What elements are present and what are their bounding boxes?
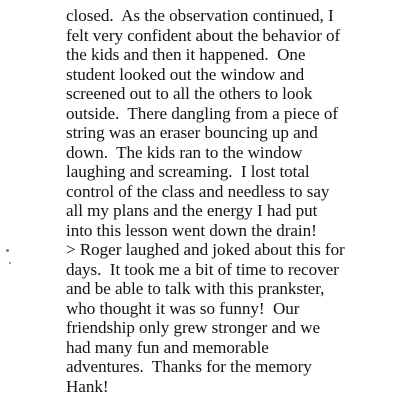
text-line: into this lesson went down the drain! <box>66 220 317 240</box>
text-line: days. It took me a bit of time to recover <box>66 259 339 279</box>
text-line: laughing and screaming. I lost total <box>66 162 310 181</box>
text-line: closed. As the observation continued, I <box>66 6 334 25</box>
text-line: adventures. Thanks for the memory <box>66 357 312 376</box>
text-line: all my plans and the energy I had put <box>66 201 318 220</box>
scan-speck <box>9 262 11 264</box>
text-line: and be able to talk with this prankster, <box>66 279 325 298</box>
text-line: control of the class and needless to say <box>66 181 330 201</box>
text-line: > Roger laughed and joked about this for <box>66 240 345 259</box>
text-line: who thought it was so funny! Our <box>66 298 300 318</box>
text-line: Hank! <box>66 376 109 396</box>
text-line: friendship only grew stronger and we <box>66 318 321 337</box>
text-line: the kids and then it happened. One <box>66 45 306 64</box>
text-line: had many fun and memorable <box>66 337 269 357</box>
text-line: down. The kids ran to the window <box>66 142 303 162</box>
text-line: screened out to all the others to look <box>66 84 313 103</box>
text-line: felt very confident about the behavior of <box>66 25 341 45</box>
text-line: outside. There dangling from a piece of <box>66 103 339 123</box>
scan-speck <box>6 249 9 252</box>
memoir-text <box>66 6 400 396</box>
text-line: student looked out the window and <box>66 64 305 84</box>
text-line: string was an eraser bouncing up and <box>66 123 318 142</box>
